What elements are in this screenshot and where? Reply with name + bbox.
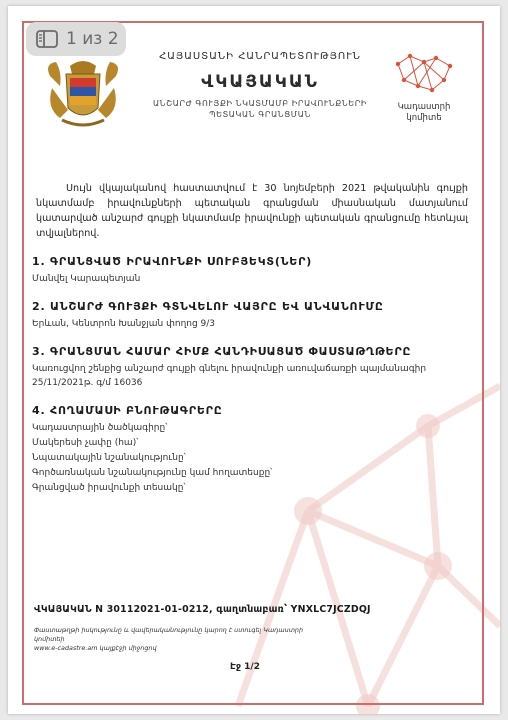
list-item: Գործառնական նշանակությունը կամ հողատեսքը՝ (32, 468, 273, 478)
logo-caption (378, 102, 470, 124)
cadastre-committee-logo-icon (392, 50, 456, 98)
section-1-value: Մանվել Կարապետյան (32, 274, 141, 284)
republic-name: ՀԱՅԱՍՏԱՆԻ ՀԱՆՐԱՊԵՏՈՒԹՅՈՒՆ (159, 51, 361, 62)
section-2-value: Երևան, Կենտրոն Խանջյան փողոց 9/3 (32, 319, 216, 329)
logo-caption-line-1: Կադաստրի (397, 102, 451, 112)
page-number: Էջ 1/2 (230, 662, 260, 672)
section-3-title: 3. ԳՐԱՆՑՄԱՆ ՀԱՄԱՐ ՀԻՄՔ ՀԱՆԴԻՍԱՑԱԾ ՓԱՍՏԱԹՂԹԵՐԸ (32, 345, 412, 358)
verification-note-line-1: Փաստաթղթի իսկությունը և վավերականությունը կարող է ստուգել Կադաստրի կոմիտեի (34, 626, 304, 643)
certificate-subtitle (128, 98, 392, 120)
logo-caption-line-2: կոմիտե (406, 113, 442, 123)
document-page (8, 6, 500, 714)
section-1-title: 1. ԳՐԱՆՑՎԱԾ ԻՐԱՎՈՒՆՔԻ ՍՈՒԲՅԵԿՏ(ՆԵՐ) (32, 255, 313, 268)
subtitle-line-1: ԱՆՇԱՐԺ ԳՈՒՅՔԻ ՆԿԱՏՄԱՄԲ ԻՐԱՎՈՒՆՔՆԵՐԻ (152, 99, 368, 108)
certificate-title: ՎԿԱՅԱԿԱՆ (201, 72, 319, 92)
land-characteristics-list (32, 421, 476, 496)
sidebar-toggle-icon[interactable] (36, 30, 58, 48)
list-item: Գրանցված իրավունքի տեսակը՝ (32, 483, 186, 493)
section-3-value: Կառուցվող շենքից անշարժ գույքի գնելու իրավունքի առուվաճառքի պայմանագիր 25/11/2021թ. գ/մ 16036 (32, 364, 427, 388)
page-indicator-text: 1 из 2 (66, 29, 119, 49)
page-indicator[interactable] (26, 22, 126, 56)
list-item: Մակերեսի չափը (հա)՝ (32, 438, 139, 448)
list-item: Կադաստրային ծածկագիրը՝ (32, 423, 168, 433)
subtitle-line-2: ՊԵՏԱԿԱՆ ԳՐԱՆՑՄԱՆ (209, 110, 311, 119)
armenian-coat-of-arms-icon (40, 56, 126, 134)
verification-note-line-2: www.e-cadastre.am կայքէջի միջոցով (34, 644, 157, 652)
section-4-title: 4. ՀՈՂԱՄԱՍԻ ԲՆՈՒԹԱԳՐԵՐԸ (32, 404, 223, 417)
certificate-number: ՎԿԱՅԱԿԱՆ N 30112021-01-0212, գաղտնաբառ՝ YNXLC7JCZDQJ (34, 604, 371, 615)
section-2-title: 2. ԱՆՇԱՐԺ ԳՈՒՅՔԻ ԳՏՆՎԵԼՈՒ ՎԱՅՐԸ ԵՎ ԱՆՎԱՆՈՒՄԸ (32, 300, 384, 313)
certificate-header (128, 51, 392, 120)
intro-paragraph: Սույն վկայականով հաստատվում է 30 նոյեմբերի 2021 թվականին գույքի նկատմամբ իրավունքների պետական գրանցման միասնական մատյանում կատարված անշարժ գույքի նկատմամբ իրավունքի պետական գրանցումը հետևյալ տվյալներով. (36, 183, 468, 239)
verification-note (34, 626, 334, 653)
list-item: Նպատակային նշանակությունը՝ (32, 453, 186, 463)
certificate-body (32, 181, 476, 496)
